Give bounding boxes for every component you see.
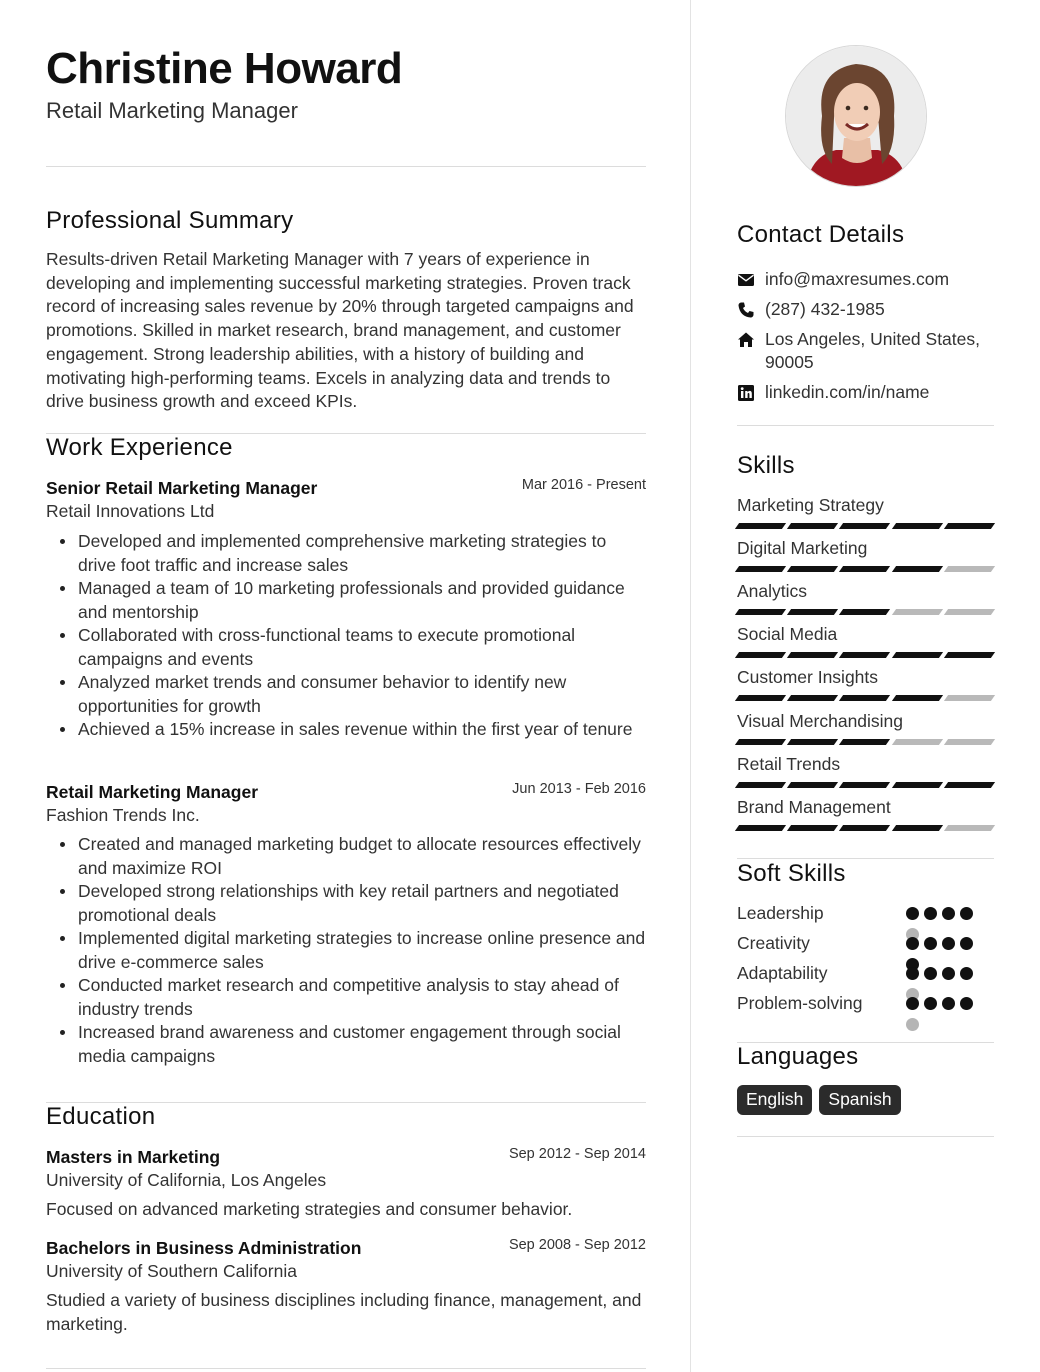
list-item: Conducted market research and competitive analysis to stay ahead of industry trends [46, 974, 646, 1021]
language-pill: Spanish [819, 1085, 900, 1115]
skill-level-segment [735, 695, 786, 701]
language-pill: English [737, 1085, 812, 1115]
contact-email [737, 268, 994, 291]
list-item: Developed and implemented comprehensive marketing strategies to drive foot traffic and increase sales [46, 530, 646, 577]
job-bullets-2 [46, 833, 646, 1068]
rating-dot [924, 937, 937, 950]
skill-level-segment [944, 566, 995, 572]
candidate-title: Retail Marketing Manager [46, 98, 298, 123]
skill-level-segment [735, 652, 786, 658]
skill-level-segment [787, 652, 838, 658]
skill-label: Analytics [737, 581, 808, 602]
skill-level-segment [892, 782, 943, 788]
header-divider [46, 166, 646, 167]
skill-level-bar [737, 523, 993, 529]
rating-dot [906, 937, 919, 950]
contact-divider [737, 425, 994, 426]
skill-level-segment [839, 523, 890, 529]
envelope-icon [737, 271, 755, 289]
list-item: Collaborated with cross-functional teams to execute promotional campaigns and events [46, 624, 646, 671]
skill-level-segment [787, 825, 838, 831]
rating-dot [960, 997, 973, 1010]
skill-level-segment [787, 609, 838, 615]
skill-label: Digital Marketing [737, 538, 868, 559]
profile-photo [785, 45, 927, 187]
job-company-2: Fashion Trends Inc. [46, 805, 200, 825]
list-item: Implemented digital marketing strategies to increase online presence and drive e-commerce sales [46, 927, 646, 974]
rating-dot [942, 997, 955, 1010]
skill-level-segment [944, 523, 995, 529]
rating-dot [942, 937, 955, 950]
list-item: Increased brand awareness and customer engagement through social media campaigns [46, 1021, 646, 1068]
edu-description-2: Studied a variety of business disciplines including finance, management, and marketing. [46, 1290, 642, 1334]
email-text[interactable]: info@maxresumes.com [765, 269, 950, 289]
job-dates-2: Jun 2013 - Feb 2016 [512, 781, 646, 797]
skill-label: Marketing Strategy [737, 495, 884, 515]
job-dates-1: Mar 2016 - Present [521, 477, 646, 493]
skill-level-segment [944, 652, 995, 658]
skill-level-segment [839, 739, 890, 745]
soft-skill-label: Leadership [737, 903, 824, 923]
contact-phone [737, 298, 994, 321]
list-item: Created and managed marketing budget to allocate resources effectively and maximize ROI [46, 833, 646, 880]
skill-level-bar [737, 652, 993, 658]
address-text: Los Angeles, United States, 90005 [765, 329, 980, 372]
skill-level-segment [892, 739, 943, 745]
rating-dot [906, 1018, 919, 1031]
skill-label: Social Media [737, 624, 838, 645]
skill-level-segment [839, 566, 890, 572]
skill-level-bar [737, 825, 993, 831]
education-divider [46, 1368, 646, 1369]
skill-level-bar [737, 739, 993, 745]
skill-level-segment [839, 652, 890, 658]
rating-dot [960, 967, 973, 980]
skill-label: Retail Trends [737, 753, 841, 774]
soft-skill-dots [906, 967, 973, 980]
rating-dot [960, 937, 973, 950]
skill-level-segment [892, 695, 943, 701]
soft-skills-heading: Soft Skills [737, 860, 846, 887]
edu-dates-1: Sep 2012 - Sep 2014 [508, 1146, 646, 1162]
job-bullets-1 [46, 530, 646, 742]
skill-level-segment [735, 609, 786, 615]
edu-degree-1: Masters in Marketing [46, 1147, 221, 1167]
skill-level-bar [737, 566, 993, 572]
skill-level-segment [892, 825, 943, 831]
skill-label: Visual Merchandising [737, 710, 904, 731]
skill-level-segment [839, 609, 890, 615]
list-item: Achieved a 15% increase in sales revenue within the first year of tenure [46, 718, 646, 742]
skill-level-segment [735, 566, 786, 572]
skill-label: Brand Management [737, 796, 891, 817]
soft-skill-dots [906, 997, 973, 1010]
rating-dot [942, 907, 955, 920]
skill-level-segment [892, 609, 943, 615]
languages-divider [737, 1136, 994, 1137]
rating-dot [960, 907, 973, 920]
linkedin-text[interactable]: linkedin.com/in/name [765, 382, 930, 402]
job-title-2: Retail Marketing Manager [46, 782, 258, 802]
linkedin-icon [737, 384, 755, 402]
languages-heading: Languages [737, 1043, 859, 1070]
skill-level-segment [787, 523, 838, 529]
candidate-name: Christine Howard [46, 44, 403, 93]
edu-description-1: Focused on advanced marketing strategies and consumer behavior. [46, 1199, 573, 1219]
skill-level-segment [735, 825, 786, 831]
skill-level-segment [839, 782, 890, 788]
rating-dot [924, 967, 937, 980]
languages-list [737, 1085, 901, 1115]
rating-dot [924, 997, 937, 1010]
home-icon [737, 331, 755, 349]
edu-school-1: University of California, Los Angeles [46, 1170, 327, 1190]
contact-address [737, 328, 994, 374]
soft-skill-label: Creativity [737, 933, 810, 953]
skill-level-segment [787, 566, 838, 572]
contact-heading: Contact Details [737, 221, 905, 248]
column-divider [690, 0, 691, 1372]
skill-label: Customer Insights [737, 667, 879, 688]
skill-level-segment [787, 782, 838, 788]
soft-skill-dots [906, 937, 973, 950]
skill-level-segment [892, 652, 943, 658]
skill-level-segment [892, 566, 943, 572]
summary-heading: Professional Summary [46, 207, 294, 234]
skill-level-segment [787, 739, 838, 745]
skill-level-segment [944, 739, 995, 745]
rating-dot [906, 967, 919, 980]
experience-heading: Work Experience [46, 434, 233, 461]
soft-skill-label: Adaptability [737, 963, 828, 983]
job-title-1: Senior Retail Marketing Manager [46, 478, 318, 498]
skill-level-segment [735, 739, 786, 745]
education-heading: Education [46, 1103, 156, 1130]
phone-text[interactable]: (287) 432-1985 [765, 299, 885, 319]
summary-text: Results-driven Retail Marketing Manager with 7 years of experience in developing and implementing successful marketing strategies. Proven track record of increasing sales revenue by 20% through targeted campaigns and promotions. Skilled in market research, brand management, and customer engagement. Strong leadership abilities, with a history of building and motivating high-performing teams. Excels in analyzing data and trends to drive business growth and exceed KPIs. [46, 249, 634, 412]
skill-level-segment [839, 825, 890, 831]
skills-heading: Skills [737, 452, 795, 479]
skill-level-bar [737, 609, 993, 615]
skill-level-segment [944, 609, 995, 615]
list-item: Developed strong relationships with key retail partners and negotiated promotional deals [46, 880, 646, 927]
phone-icon [737, 301, 755, 319]
list-item: Managed a team of 10 marketing professionals and provided guidance and mentorship [46, 577, 646, 624]
skill-level-bar [737, 695, 993, 701]
skill-level-segment [944, 695, 995, 701]
rating-dot [906, 997, 919, 1010]
soft-skill-label: Problem-solving [737, 993, 863, 1013]
list-item: Analyzed market trends and consumer behavior to identify new opportunities for growth [46, 671, 646, 718]
skills-divider [737, 858, 994, 859]
skill-level-segment [839, 695, 890, 701]
edu-degree-2: Bachelors in Business Administration [46, 1238, 362, 1258]
contact-linkedin [737, 381, 994, 404]
skill-level-bar [737, 782, 993, 788]
skill-level-segment [735, 523, 786, 529]
rating-dot [924, 907, 937, 920]
edu-dates-2: Sep 2008 - Sep 2012 [508, 1237, 646, 1253]
skill-level-segment [787, 695, 838, 701]
skill-level-segment [892, 523, 943, 529]
skill-level-segment [944, 782, 995, 788]
job-company-1: Retail Innovations Ltd [46, 501, 215, 521]
soft-skill-dots [906, 907, 973, 920]
rating-dot [942, 967, 955, 980]
skill-level-segment [944, 825, 995, 831]
edu-school-2: University of Southern California [46, 1261, 297, 1281]
rating-dot [906, 907, 919, 920]
skill-level-segment [735, 782, 786, 788]
